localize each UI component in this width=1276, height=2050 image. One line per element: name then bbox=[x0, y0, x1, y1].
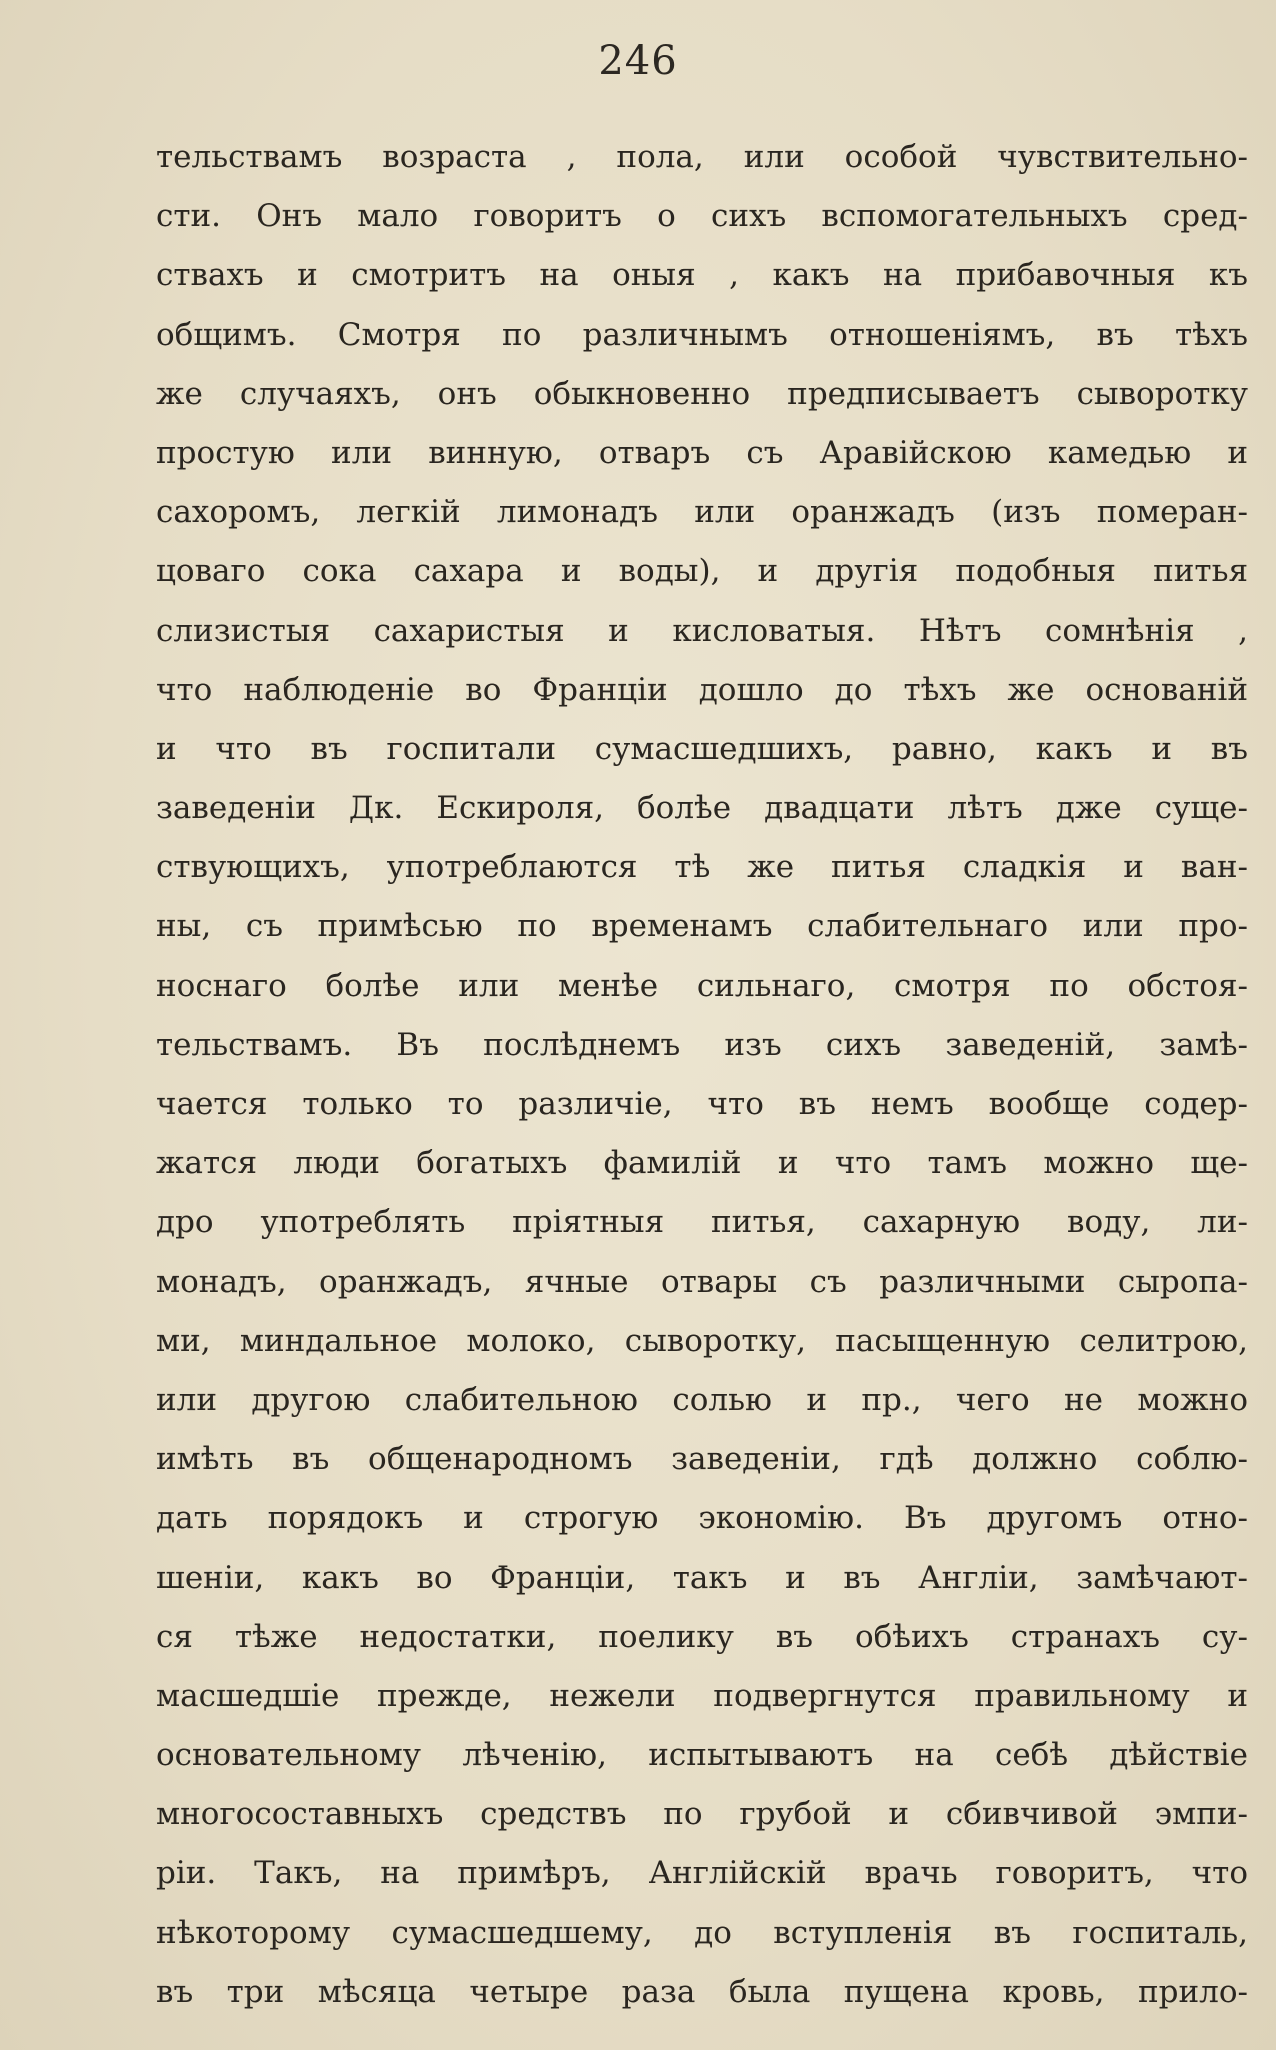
text-line: заведеніи Дк. Ескироля, болѣе двадцати лѣтъ дже суще- bbox=[156, 790, 1248, 827]
text-line: шеніи, какъ во Франціи, такъ и въ Англіи, замѣчают- bbox=[156, 1559, 1248, 1596]
text-line: ми, миндальное молоко, сыворотку, пасыщенную селитрою, bbox=[156, 1322, 1248, 1359]
text-line: что наблюденіе во Франціи дошло до тѣхъ же основаній bbox=[156, 671, 1248, 708]
text-line: сахоромъ, легкій лимонадъ или оранжадъ (изъ померан- bbox=[156, 494, 1248, 531]
text-line: жатся люди богатыхъ фамилій и что тамъ можно ще- bbox=[156, 1145, 1248, 1182]
text-line: дро употреблять пріятныя питья, сахарную воду, ли- bbox=[156, 1204, 1248, 1241]
body-text bbox=[156, 128, 1248, 2022]
text-line: масшедшіе прежде, нежели подвергнутся правильному и bbox=[156, 1677, 1248, 1714]
page-number: 246 bbox=[598, 38, 678, 84]
text-line: цоваго сока сахара и воды), и другія подобныя питья bbox=[156, 553, 1248, 590]
text-line: носнаго болѣе или менѣе сильнаго, смотря по обстоя- bbox=[156, 967, 1248, 1004]
text-line: имѣть въ общенародномъ заведеніи, гдѣ должно соблю- bbox=[156, 1441, 1248, 1478]
text-line: ся тѣже недостатки, поелику въ обѣихъ странахъ су- bbox=[156, 1618, 1248, 1655]
text-line: въ три мѣсяца четыре раза была пущена кровь, прило- bbox=[156, 1973, 1248, 2010]
text-line: же случаяхъ, онъ обыкновенно предписываетъ сыворотку bbox=[156, 375, 1248, 412]
text-line: ріи. Такъ, на примѣръ, Англійскій врачь говоритъ, что bbox=[156, 1855, 1248, 1892]
text-line: тельствамъ. Въ послѣднемъ изъ сихъ заведеній, замѣ- bbox=[156, 1026, 1248, 1063]
text-line: ны, съ примѣсью по временамъ слабительнаго или про- bbox=[156, 908, 1248, 945]
text-line: сти. Онъ мало говоритъ о сихъ вспомогательныхъ сред- bbox=[156, 198, 1248, 235]
text-line: нѣкоторому сумасшедшему, до вступленія въ госпиталь, bbox=[156, 1914, 1248, 1951]
text-line: общимъ. Смотря по различнымъ отношеніямъ, въ тѣхъ bbox=[156, 316, 1248, 353]
text-line: основательному лѣченію, испытываютъ на себѣ дѣйствіе bbox=[156, 1737, 1248, 1774]
text-line: или другою слабительною солью и пр., чего не можно bbox=[156, 1381, 1248, 1418]
text-line: ствахъ и смотритъ на оныя , какъ на прибавочныя къ bbox=[156, 257, 1248, 294]
text-line: дать порядокъ и строгую экономію. Въ другомъ отно- bbox=[156, 1500, 1248, 1537]
text-line: и что въ госпитали сумасшедшихъ, равно, какъ и въ bbox=[156, 730, 1248, 767]
text-line: многосоставныхъ средствъ по грубой и сбивчивой эмпи- bbox=[156, 1796, 1248, 1833]
text-line: простую или винную, отваръ съ Аравійскою камедью и bbox=[156, 434, 1248, 471]
text-line: чается только то различіе, что въ немъ вообще содер- bbox=[156, 1086, 1248, 1122]
text-line: тельствамъ возраста , пола, или особой чувствительно- bbox=[156, 139, 1248, 175]
text-line: монадъ, оранжадъ, ячные отвары съ различными сыропа- bbox=[156, 1263, 1248, 1300]
text-line: слизистыя сахаристыя и кисловатыя. Нѣтъ сомнѣнія , bbox=[156, 612, 1248, 649]
text-line: ствующихъ, употреблаются тѣ же питья сладкія и ван- bbox=[156, 849, 1248, 886]
